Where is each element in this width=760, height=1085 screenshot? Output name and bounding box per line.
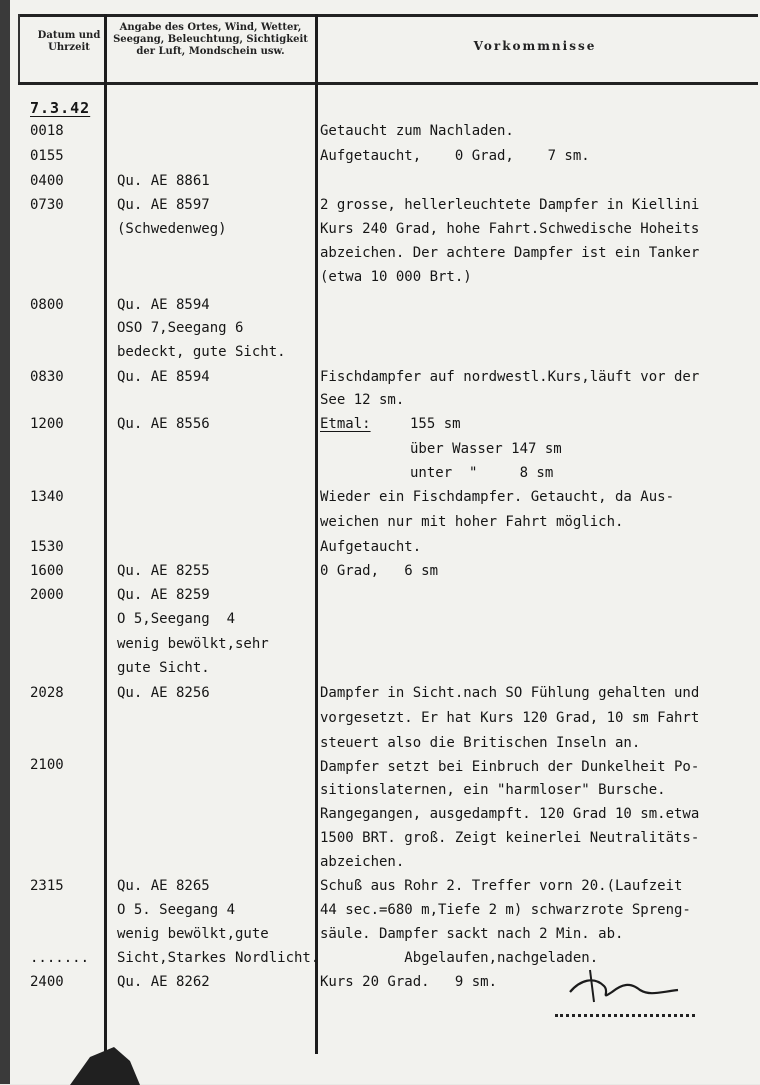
entry-place-line: Qu. AE 8256 (117, 685, 210, 701)
entry-place-line: OSO 7,Seegang 6 (117, 320, 244, 336)
header-event-column: Vorkommnisse (473, 39, 597, 53)
top-rule (18, 14, 758, 17)
entry-place-line: Qu. AE 8594 (117, 369, 210, 385)
etmal-total: 155 sm (410, 416, 461, 432)
entry-event-line: 2 grosse, hellerleuchtete Dampfer in Kiellini (320, 197, 700, 213)
entry-event-line: 44 sec.=680 m,Tiefe 2 m) schwarzrote Spreng- (320, 902, 691, 918)
entry-event-line: Aufgetaucht. (320, 539, 422, 555)
entry-place-line: Sicht,Starkes Nordlicht. (117, 950, 320, 966)
entry-time: 1200 (30, 416, 64, 432)
header-place-column: Angabe des Ortes, Wind, Wetter, Seegang, Beleuchtung, Sichtigkeit der Luft, Mondschein usw. (113, 22, 308, 57)
entry-time: 0830 (30, 369, 64, 385)
entry-event-line: 1500 BRT. groß. Zeigt keinerlei Neutralitäts- (320, 830, 700, 846)
entry-time: 1530 (30, 539, 64, 555)
entry-event-line: Kurs 20 Grad. 9 sm. (320, 974, 498, 990)
entry-time: 2000 (30, 587, 64, 603)
entry-place-line: Qu. AE 8259 (117, 587, 210, 603)
signature-dotted-line (555, 1010, 695, 1017)
etmal-label: Etmal: (320, 416, 371, 432)
entry-event-line: (etwa 10 000 Brt.) (320, 269, 472, 285)
entry-event-line: steuert also die Britischen Inseln an. (320, 735, 641, 751)
entry-place-line: O 5. Seegang 4 (117, 902, 236, 918)
left-rule (18, 14, 20, 84)
entry-event-line: Aufgetaucht, 0 Grad, 7 sm. (320, 148, 590, 164)
entry-event-line: 0 Grad, 6 sm (320, 563, 439, 579)
entry-place-line: Qu. AE 8594 (117, 297, 210, 313)
handwritten-signature (560, 962, 700, 1012)
entry-place-line: wenig bewölkt,gute (117, 926, 269, 942)
entry-time: 2315 (30, 878, 64, 894)
entry-event-line: Dampfer setzt bei Einbruch der Dunkelheit Po- (320, 759, 700, 775)
entry-place-line: Qu. AE 8597 (117, 197, 210, 213)
entry-event-line: Schuß aus Rohr 2. Treffer vorn 20.(Laufzeit (320, 878, 683, 894)
entry-time: 0018 (30, 123, 64, 139)
entry-event-line: Rangegangen, ausgedampft. 120 Grad 10 sm.etwa (320, 806, 700, 822)
entry-time: 1340 (30, 489, 64, 505)
entry-event-line: Getaucht zum Nachladen. (320, 123, 514, 139)
entry-time: 2028 (30, 685, 64, 701)
entry-time: 0155 (30, 148, 64, 164)
entry-event-line: Dampfer in Sicht.nach SO Fühlung gehalten und (320, 685, 700, 701)
dotted-time: ....... (30, 950, 90, 966)
entry-event-line: abzeichen. Der achtere Dampfer ist ein Tanker (320, 245, 700, 261)
entry-event-line: vorgesetzt. Er hat Kurs 120 Grad, 10 sm Fahrt (320, 710, 700, 726)
entry-event-line: säule. Dampfer sackt nach 2 Min. ab. (320, 926, 624, 942)
entry-time: 1600 (30, 563, 64, 579)
etmal-below-water: unter " 8 sm (410, 465, 554, 481)
entry-place-line: Qu. AE 8556 (117, 416, 210, 432)
entry-place-line: Qu. AE 8255 (117, 563, 210, 579)
entry-event-line: Wieder ein Fischdampfer. Getaucht, da Aus- (320, 489, 675, 505)
entry-event-line: See 12 sm. (320, 392, 405, 408)
entry-place-line: Qu. AE 8262 (117, 974, 210, 990)
entry-place-line: gute Sicht. (117, 660, 210, 676)
entry-event-line: weichen nur mit hoher Fahrt möglich. (320, 514, 624, 530)
entry-place-line: Qu. AE 8861 (117, 173, 210, 189)
header-date-column: Datum und Uhrzeit (37, 30, 101, 53)
entry-event-line: Abgelaufen,nachgeladen. (320, 950, 599, 966)
entry-event-line: sitionslaternen, ein "harmloser" Bursche. (320, 782, 666, 798)
entry-event-line: Fischdampfer auf nordwestl.Kurs,läuft vor der (320, 369, 700, 385)
entry-time: 2100 (30, 757, 64, 773)
etmal-above-water: über Wasser 147 sm (410, 441, 562, 457)
entry-event-line: Kurs 240 Grad, hohe Fahrt.Schwedische Hoheits (320, 221, 700, 237)
entry-time: 2400 (30, 974, 64, 990)
ink-blot (70, 1045, 160, 1085)
entry-time: 0800 (30, 297, 64, 313)
entry-event-line: abzeichen. (320, 854, 405, 870)
column-divider-2 (315, 14, 318, 1054)
entry-time: 0400 (30, 173, 64, 189)
entry-time: 0730 (30, 197, 64, 213)
entry-date: 7.3.42 (30, 99, 91, 117)
header-rule (18, 82, 758, 85)
entry-place-line: bedeckt, gute Sicht. (117, 344, 286, 360)
entry-place-line: O 5,Seegang 4 (117, 611, 236, 627)
column-divider-1 (104, 14, 107, 1054)
entry-place-line: (Schwedenweg) (117, 221, 227, 237)
entry-place-line: Qu. AE 8265 (117, 878, 210, 894)
entry-place-line: wenig bewölkt,sehr (117, 636, 269, 652)
